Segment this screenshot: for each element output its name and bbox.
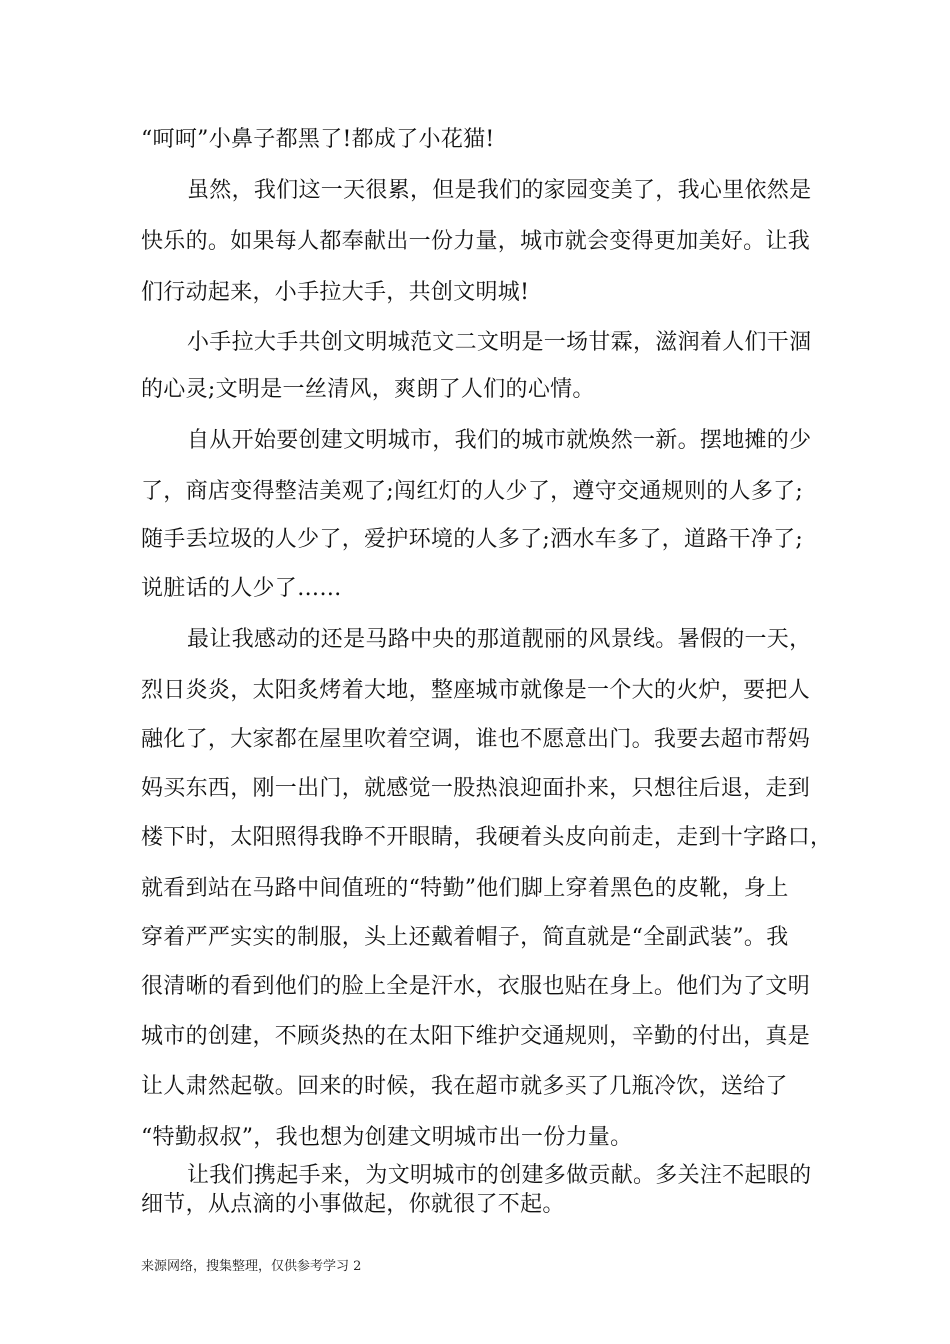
text-line: 随手丢垃圾的人少了，爱护环境的人多了;洒水车多了，道路干净了;	[141, 527, 804, 552]
text-line: 了，商店变得整洁美观了;闯红灯的人少了，遵守交通规则的人多了;	[141, 479, 804, 504]
text-line: 穿着严严实实的制服，头上还戴着帽子，简直就是“全副武装”。我	[141, 925, 789, 950]
text-line: “呵呵”小鼻子都黑了!都成了小花猫!	[141, 127, 495, 152]
text-line: 烈日炎炎，太阳炙烤着大地，整座城市就像是一个大的火炉，要把人	[141, 678, 811, 703]
text-line: 的心灵;文明是一丝清风，爽朗了人们的心情。	[141, 377, 595, 402]
text-line: 楼下时，太阳照得我睁不开眼睛，我硬着头皮向前走，走到十字路口，	[141, 825, 833, 850]
text-line: 让人肃然起敬。回来的时候，我在超市就多买了几瓶冷饮，送给了	[141, 1074, 788, 1099]
text-line: 就看到站在马路中间值班的“特勤”他们脚上穿着黑色的皮靴，身上	[141, 876, 789, 901]
text-line: 妈买东西，刚一出门，就感觉一股热浪迎面扑来，只想往后退，走到	[141, 776, 811, 801]
text-line: 细节，从点滴的小事做起，你就很了不起。	[141, 1192, 565, 1217]
text-line: 自从开始要创建文明城市，我们的城市就焕然一新。摆地摊的少	[187, 428, 812, 453]
text-line: 快乐的。如果每人都奉献出一份力量，城市就会变得更加美好。让我	[141, 229, 811, 254]
page-footer: 来源网络，搜集整理，仅供参考学习 2	[141, 1259, 362, 1274]
text-line: 小手拉大手共创文明城范文二文明是一场甘霖，滋润着人们干涸	[187, 330, 812, 355]
text-line: 让我们携起手来，为文明城市的创建多做贡献。多关注不起眼的	[187, 1163, 812, 1188]
text-line: 融化了，大家都在屋里吹着空调，谁也不愿意出门。我要去超市帮妈	[141, 727, 811, 752]
text-line: 虽然，我们这一天很累，但是我们的家园变美了，我心里依然是	[187, 178, 812, 203]
text-line: “特勤叔叔”，我也想为创建文明城市出一份力量。	[141, 1125, 633, 1150]
text-line: 说脏话的人少了……	[141, 576, 342, 601]
text-line: 很清晰的看到他们的脸上全是汗水，衣服也贴在身上。他们为了文明	[141, 974, 811, 999]
text-line: 最让我感动的还是马路中央的那道靓丽的风景线。暑假的一天，	[187, 627, 812, 652]
text-line: 们行动起来，小手拉大手，共创文明城!	[141, 280, 530, 305]
text-line: 城市的创建，不顾炎热的在太阳下维护交通规则，辛勤的付出，真是	[141, 1024, 811, 1049]
